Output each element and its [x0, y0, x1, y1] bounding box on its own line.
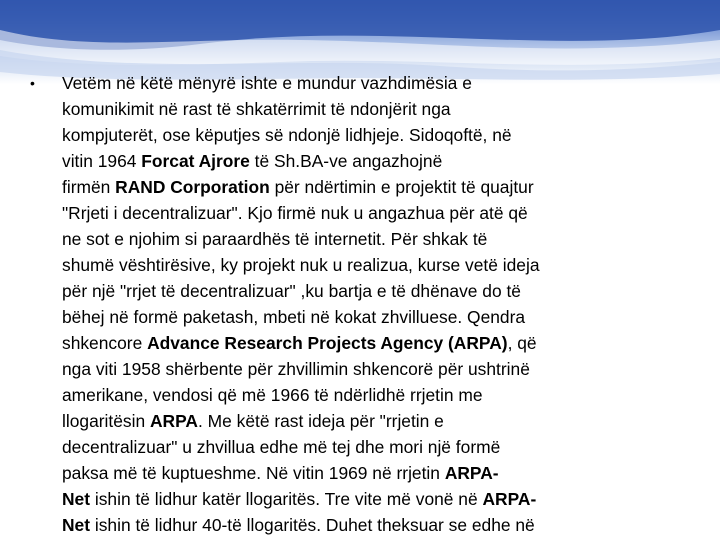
- line-text: decentralizuar" u zhvillua edhe më tej dhe mori një formë: [62, 437, 501, 457]
- line-text: , që: [507, 333, 537, 353]
- paragraph-line: [62, 304, 688, 330]
- paragraph-line: [62, 434, 688, 460]
- bold-term: Forcat Ajrore: [141, 151, 250, 171]
- line-text: për një "rrjet të decentralizuar" ,ku bartja e të dhënave do të: [62, 281, 521, 301]
- paragraph-line: [62, 226, 688, 252]
- line-text: ne sot e njohim si paraardhës të internetit. Për shkak të: [62, 229, 488, 249]
- paragraph-line: [62, 174, 688, 200]
- paragraph-line: [62, 122, 688, 148]
- line-text: "Rrjeti i decentralizuar". Kjo firmë nuk u angazhua për atë që: [62, 203, 528, 223]
- bold-term: ARPA-: [444, 463, 499, 483]
- line-text: komunikimit në rast të shkatërrimit të ndonjërit nga: [62, 99, 451, 119]
- bullet-item: [28, 70, 688, 538]
- paragraph-line: [62, 96, 688, 122]
- line-text: ishin të lidhur 40-të llogaritës. Duhet theksuar se edhe në: [90, 515, 535, 535]
- line-text: nga viti 1958 shërbente për zhvillimin shkencorë për ushtrinë: [62, 359, 530, 379]
- paragraph-line: [62, 382, 688, 408]
- paragraph-line: [62, 70, 688, 96]
- paragraph-line: [62, 200, 688, 226]
- paragraph-line: [62, 278, 688, 304]
- line-text: ishin të lidhur katër llogaritës. Tre vite më vonë në: [90, 489, 483, 509]
- line-text: shkencore: [62, 333, 148, 353]
- line-text: shumë vështirësive, ky projekt nuk u realizua, kurse vetë ideja: [62, 255, 540, 275]
- paragraph-line: [62, 460, 688, 486]
- paragraph-line: [62, 252, 688, 278]
- line-text: . Me këtë rast ideja për "rrjetin e: [197, 411, 444, 431]
- slide-content: [28, 70, 688, 538]
- paragraph-line: [62, 330, 688, 356]
- bullet-paragraph: [62, 70, 688, 538]
- bold-term: ARPA: [149, 411, 198, 431]
- line-text: Vetëm në këtë mënyrë ishte e mundur vazhdimësia e: [62, 73, 472, 93]
- bold-term: RAND Corporation: [115, 177, 270, 197]
- bold-term: Net: [62, 515, 91, 535]
- bold-term: Net: [62, 489, 91, 509]
- line-text: për ndërtimin e projektit të quajtur: [269, 177, 534, 197]
- line-text: vitin 1964: [62, 151, 142, 171]
- line-text: amerikane, vendosi që më 1966 të ndërlidhë rrjetin me: [62, 385, 483, 405]
- line-text: kompjuterët, ose këputjes së ndonjë lidhjeje. Sidoqoftë, në: [62, 125, 512, 145]
- line-text: bëhej në formë paketash, mbeti në kokat zhvilluese. Qendra: [62, 307, 526, 327]
- paragraph-line: [62, 148, 688, 174]
- line-text: të Sh.BA-ve angazhojnë: [249, 151, 443, 171]
- bold-term: Advance Research Projects Agency (ARPA): [147, 333, 508, 353]
- bullet-marker: •: [30, 75, 35, 91]
- line-text: firmën: [62, 177, 116, 197]
- line-text: paksa më të kuptueshme. Në vitin 1969 në rrjetin: [62, 463, 445, 483]
- paragraph-line: [62, 486, 688, 512]
- line-text: llogaritësin: [62, 411, 150, 431]
- paragraph-line: [62, 408, 688, 434]
- paragraph-line: [62, 356, 688, 382]
- paragraph-line: [62, 512, 688, 538]
- bold-term: ARPA-: [482, 489, 537, 509]
